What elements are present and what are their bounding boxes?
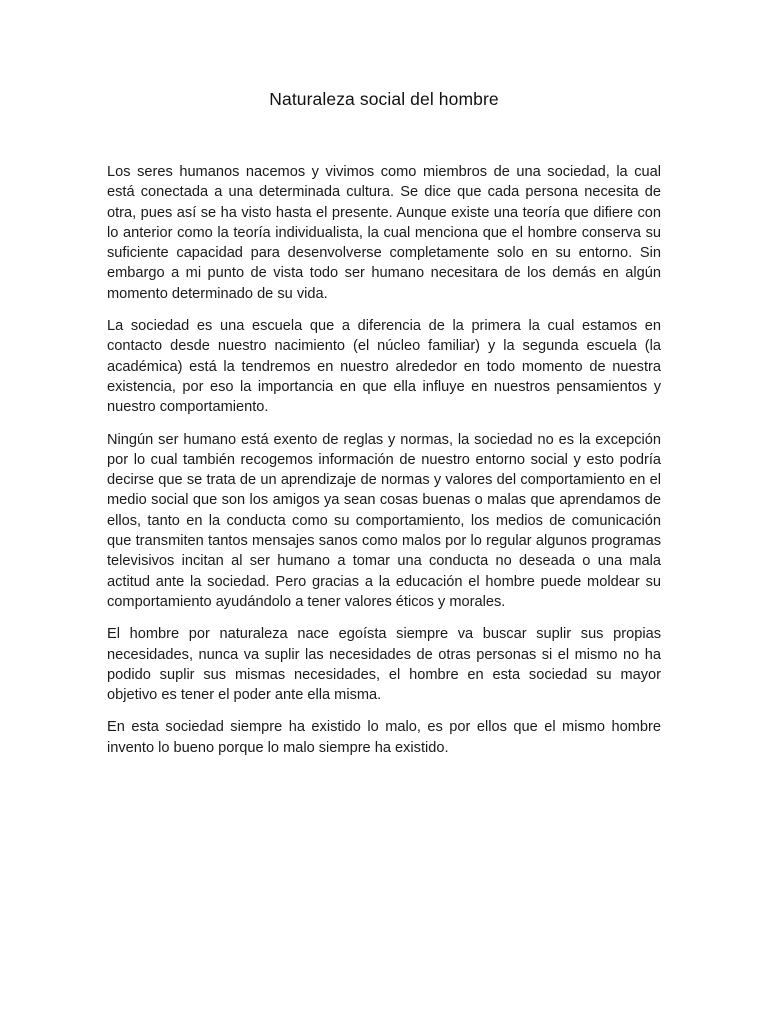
document-body — [107, 162, 661, 770]
paragraph-5: En esta sociedad siempre ha existido lo malo, es por ellos que el mismo hombre invento lo bueno porque lo malo siempre ha existido. — [107, 719, 661, 756]
document-title: Naturaleza social del hombre — [269, 89, 499, 109]
paragraph-1: Los seres humanos nacemos y vivimos como miembros de una sociedad, la cual está conectada a una determinada cultura. Se dice que cada persona necesita de otra, pues así se ha visto hasta el presente. Aunque existe una teoría que difiere con lo anterior como la teoría individualista, la cual menciona que el hombre conserva su suficiente capacidad para desenvolverse completamente solo en su entorno. Sin embargo a mi punto de vista todo ser humano necesitara de los demás en algún momento determinado de su vida. — [107, 164, 661, 302]
paragraph-4: El hombre por naturaleza nace egoísta siempre va buscar suplir sus propias necesidades, nunca va suplir las necesidades de otras personas si el mismo no ha podido suplir sus mismas necesidades, el hombre en esta sociedad su mayor objetivo es tener el poder ante ella misma. — [107, 626, 661, 704]
paragraph-3: Ningún ser humano está exento de reglas y normas, la sociedad no es la excepción por lo cual también recogemos información de nuestro entorno social y esto podría decirse que se trata de un aprendizaje de normas y valores del comportamiento en el medio social que son los amigos ya sean cosas buenas o malas que aprendamos de ellos, tanto en la conducta como su comportamiento, los medios de comunicación que transmiten tantos mensajes sanos como malos por lo regular algunos programas televisivos incitan al ser humano a tomar una conducta no deseada o una mala actitud ante la sociedad. Pero gracias a la educación el hombre puede moldear su comportamiento ayudándolo a tener valores éticos y morales. — [107, 431, 661, 610]
paragraph-2: La sociedad es una escuela que a diferencia de la primera la cual estamos en contacto desde nuestro nacimiento (el núcleo familiar) y la segunda escuela (la académica) está la tendremos en nuestro alrededor en todo momento de nuestra existencia, por eso la importancia en que ella influye en nuestros pensamientos y nuestro comportamiento. — [107, 318, 661, 416]
